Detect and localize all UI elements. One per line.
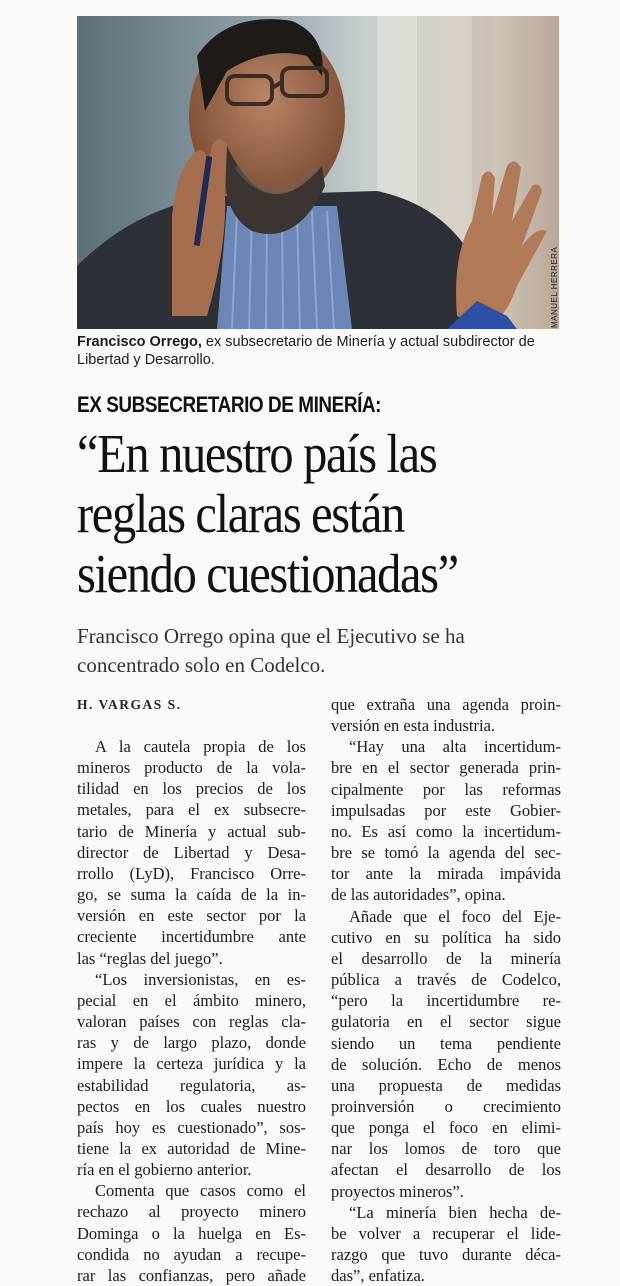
- body-line: bre en el sector generada prin-: [331, 758, 561, 778]
- body-line: impere la certeza jurídica y la: [77, 1054, 306, 1074]
- body-line: tor ante la mirada impávida: [331, 864, 561, 884]
- body-line: gulatoria en el sector sigue: [331, 1012, 561, 1032]
- body-line: valoran países con reglas cla-: [77, 1012, 306, 1032]
- body-line: que extraña una agenda proin-: [331, 695, 561, 714]
- portrait-photo: [77, 16, 559, 329]
- photo-credit: MANUEL HERRERA: [550, 246, 559, 328]
- body-line: ría en el gobierno anterior.: [77, 1160, 252, 1180]
- body-line: Dominga o la huelga en Es-: [77, 1223, 306, 1243]
- body-line: go, se suma la caída de la in-: [77, 885, 306, 905]
- body-line: metales, para el ex subsecre-: [77, 800, 306, 820]
- body-line: cipalmente por las reformas: [331, 779, 561, 799]
- body-line: “La minería bien hecha de-: [349, 1202, 561, 1222]
- body-line: rechazo al proyecto minero: [77, 1202, 306, 1222]
- caption-text: ex subsecretario de Minería y actual subdirector de Libertad y Desarrollo.: [77, 334, 535, 368]
- body-line: no. Es así como la incertidum-: [331, 821, 561, 841]
- body-line: pecial en el ámbito minero,: [77, 990, 306, 1010]
- headline: [77, 424, 552, 604]
- body-line: das”, enfatiza.: [331, 1266, 425, 1286]
- body-line: director de Libertad y Desa-: [77, 842, 306, 862]
- byline: H. VARGAS S.: [77, 697, 182, 712]
- body-line: el desarrollo de la minería: [331, 948, 561, 968]
- body-line: A la cautela propia de los: [95, 737, 306, 756]
- body-line: creciente incertidumbre ante: [77, 927, 306, 947]
- body-column-2: [331, 694, 561, 1286]
- caption-name: Francisco Orrego,: [77, 334, 202, 350]
- body-line: una propuesta de medidas: [331, 1075, 561, 1095]
- body-line: rrollo (LyD), Francisco Orre-: [77, 863, 306, 883]
- body-line: las “reglas del juego”.: [77, 948, 223, 968]
- body-line: de solución. Echo de menos: [331, 1054, 561, 1074]
- body-line: pectos en los cuales nuestro: [77, 1096, 306, 1116]
- deck: Francisco Orrego opina que el Ejecutivo se ha concentrado solo en Codelco.: [77, 624, 465, 677]
- kicker: EX SUBSECRETARIO DE MINERÍA:: [77, 392, 382, 417]
- body-line: pública a través de Codelco,: [331, 970, 561, 990]
- body-line: proinversión o crecimiento: [331, 1096, 561, 1116]
- headline-line: reglas claras están: [77, 483, 404, 544]
- body-line: razgo que tuvo durante déca-: [331, 1245, 561, 1265]
- body-line: ras y de largo plazo, donde: [77, 1033, 306, 1053]
- body-line: rar las confianzas, pero añade: [77, 1265, 306, 1285]
- body-line: nar los lomos de toro que: [331, 1139, 561, 1159]
- body-line: que ponga el foco en elimi-: [331, 1118, 561, 1138]
- body-line: Comenta que casos como el: [95, 1181, 306, 1201]
- body-line: estabilidad regulatoria, as-: [77, 1075, 306, 1095]
- body-line: país hoy es cuestionado”, sos-: [77, 1117, 306, 1137]
- body-line: versión en este sector por la: [77, 906, 306, 926]
- body-line: “Hay una alta incertidum-: [349, 737, 561, 757]
- body-line: condida no ayudan a recupe-: [77, 1244, 306, 1264]
- headline-line: siendo cuestionadas”: [77, 543, 458, 604]
- body-line: be volver a recuperar el lide-: [331, 1223, 561, 1243]
- body-line: cutivo en su política ha sido: [331, 927, 561, 947]
- photo-caption: [77, 333, 565, 369]
- body-line: de las autoridades”, opina.: [331, 885, 506, 905]
- body-line: tilidad en los precios de los: [77, 779, 306, 799]
- body-line: “Los inversionistas, en es-: [95, 969, 306, 989]
- body-line: siendo un tema pendiente: [331, 1033, 561, 1053]
- body-line: impulsadas por este Gobier-: [331, 800, 561, 820]
- body-line: tario de Minería y actual sub-: [77, 821, 306, 841]
- body-line: Añade que el foco del Eje-: [349, 906, 561, 926]
- body-line: afectan el desarrollo de los: [331, 1160, 561, 1180]
- headline-line: “En nuestro país las: [77, 423, 437, 484]
- body-column-1: [77, 736, 306, 1286]
- body-line: versión en esta industria.: [331, 716, 496, 736]
- body-line: “pero la incertidumbre re-: [331, 991, 561, 1011]
- body-line: proyectos mineros”.: [331, 1181, 464, 1201]
- body-line: mineros producto de la vola-: [77, 758, 306, 778]
- body-line: bre se tomó la agenda del sec-: [331, 843, 561, 863]
- body-line: tiene la ex autoridad de Mine-: [77, 1138, 306, 1158]
